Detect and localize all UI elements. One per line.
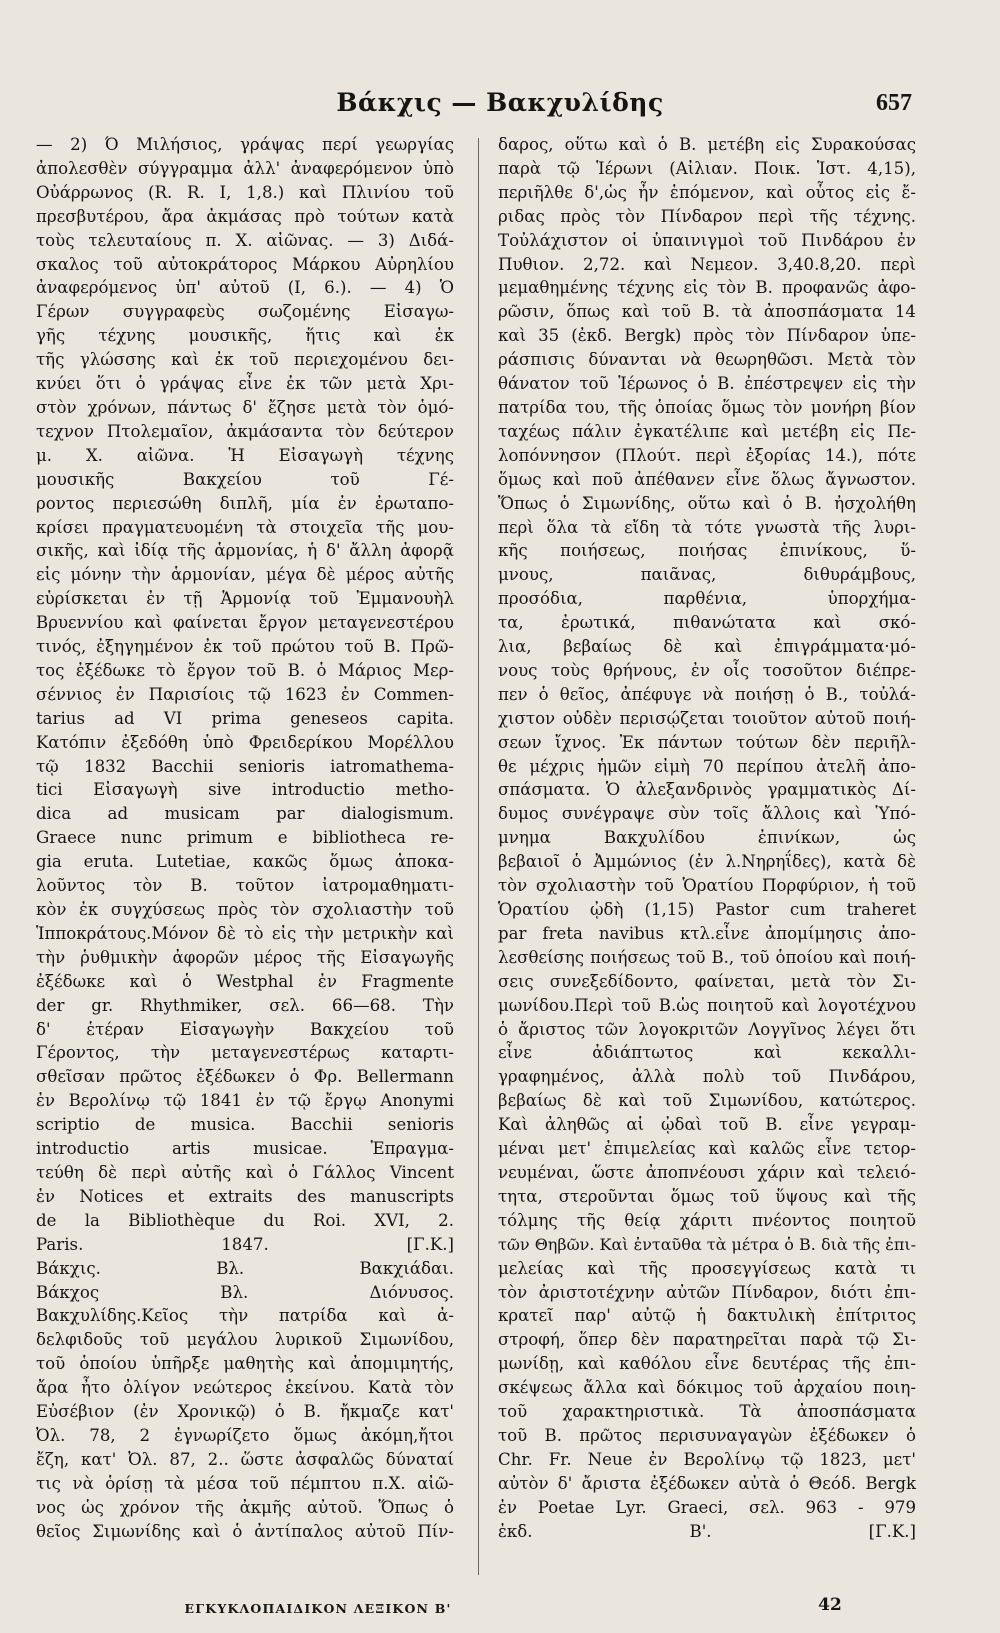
text-line: σθεῖσαν πρῶτος ἐξέδωκεν ὁ Φρ. Bellermann bbox=[36, 1067, 454, 1087]
text-line: ριδας πρὸς τὸν Πίνδαρον περὶ τῆς τέχνης. bbox=[498, 206, 916, 226]
text-line: νους τοὺς θρήνους, ἐν οἷς τοσοῦτον διέπρε- bbox=[498, 660, 916, 680]
text-line: ροντος περιεσώθη διπλῆ, μία ἐν ἐρωταπο- bbox=[36, 493, 454, 513]
text-line: ρῶσιν, ὅπως καὶ τοῦ Β. τὰ ἀποσπάσματα 14 bbox=[498, 302, 916, 322]
text-line: ταχέως πάλιν ἐγκατέλιπε καὶ μετέβη εἰς Πε- bbox=[498, 421, 916, 441]
text-line: εἶνε ἀδιάπτωτος καὶ κεκαλλι- bbox=[498, 1043, 916, 1063]
text-line: κρίσει πραγματευομένη τὰ στοιχεῖα τῆς μου- bbox=[36, 517, 454, 537]
text-line: μελείας καὶ τῆς προσεγγίσεως κατὰ τι bbox=[498, 1258, 916, 1278]
text-line: Οὐάρρωνος (R. R. I, 1,8.) καὶ Πλινίου τοῦ bbox=[36, 182, 454, 202]
text-line: Chr. Fr. Neue ἐν Βερολίνῳ τῷ 1823, μετ' bbox=[498, 1449, 916, 1469]
text-line: λια, βεβαίως δὲ καὶ ἐπιγράμματα·μό- bbox=[498, 637, 916, 657]
text-line: περὶ ὅλα τὰ εἴδη τὰ τότε γνωστὰ τῆς λυρι- bbox=[498, 517, 916, 537]
text-line: scriptio de musica. Bacchii senioris bbox=[36, 1115, 454, 1135]
text-line: τος ἐξέδωκε τὸ ἔργον τοῦ Β. ὁ Μάριος Μερ- bbox=[36, 660, 454, 680]
page-number: 657 bbox=[876, 90, 912, 116]
text-line: σκέψεως ἄλλα καὶ δόκιμος τοῦ ἀρχαίου ποιη- bbox=[498, 1378, 916, 1398]
text-line: γῆς τέχνης μουσικῆς, ἥτις καὶ ἐκ bbox=[36, 326, 454, 346]
text-line: μεμαθημένης τέχνης εἰς τὸν Β. προφανῶς ἀφο- bbox=[498, 278, 916, 298]
text-line: τὸν ἀριστοτέχνην αὐτῶν Πίνδαρον, διότι ἐπι- bbox=[498, 1282, 916, 1302]
text-line: κὸν ἐκ συγχύσεως πρὸς τὸν σχολιαστὴν τοῦ bbox=[36, 900, 454, 919]
text-line: δελφιδοῦς τοῦ μεγάλου λυρικοῦ Σιμωνίδου, bbox=[36, 1330, 454, 1350]
text-line: Τοὐλάχιστον οἱ ὑπαινιγμοὶ τοῦ Πινδάρου ἐν bbox=[498, 230, 916, 250]
text-line: σικῆς, καὶ ἰδίᾳ τῆς ἁρμονίας, ἡ δ' ἄλλη ἀφορᾷ bbox=[36, 541, 454, 561]
text-line: Βρυεννίου καὶ φαίνεται ἔργον μεταγενεστέρου bbox=[36, 613, 454, 633]
text-line: Κατόπιν ἐξεδόθη ὑπὸ Φρειδερίκου Μορέλλου bbox=[36, 732, 454, 752]
text-line: tici Εἰσαγωγὴ sive introductio metho- bbox=[36, 780, 454, 800]
text-line: τοῦ ὁποίου ὑπῆρξε μαθητὴς καὶ ἀπομιμητής, bbox=[36, 1354, 454, 1374]
text-line: ἀπολεσθὲν σύγγραμμα ἀλλ' ἀναφερόμενον ὑπὸ bbox=[36, 158, 454, 178]
text-line: Paris. 1847. [Γ.Κ.] bbox=[36, 1234, 454, 1254]
text-line: σπάσματα. Ὁ ἀλεξανδρινὸς γραμματικὸς Δί- bbox=[498, 780, 916, 800]
text-line: ὅμως καὶ ποῦ ἀπέθανεν εἶνε ὅλως ἄγνωστον. bbox=[498, 469, 916, 489]
text-line: σέννιος ἐν Παρισίοις τῷ 1623 ἐν Commen- bbox=[36, 684, 454, 704]
text-line: σκαλος τοῦ αὐτοκράτορος Μάρκου Αὐρηλίου bbox=[36, 254, 454, 274]
text-line: τῶν Θηβῶν. Καὶ ἐνταῦθα τὰ μέτρα ὁ Β. διὰ τῆς ἐπι- bbox=[498, 1234, 916, 1254]
text-line: πρεσβυτέρου, ἄρα ἀκμάσας πρὸ τούτων κατὰ bbox=[36, 206, 454, 226]
text-line: λοπόννησον (Πλούτ. περὶ ἐξορίας 14.), πότε bbox=[498, 445, 916, 465]
text-line: τόλμης τῆς θείᾳ χάριτι πνέοντος ποιητοῦ bbox=[498, 1210, 916, 1230]
column-divider bbox=[478, 138, 479, 1575]
text-line: βεβαιοῖ ὁ Ἀμμώνιος (ἐν λ.Νηρηΐδες), κατὰ δὲ bbox=[498, 852, 916, 872]
text-line: θεῖος Σιμωνίδης καὶ ὁ ἀντίπαλος αὐτοῦ Πίν- bbox=[36, 1521, 454, 1541]
text-line: δυμος συνέγραψε σὺν τοῖς ἄλλοις καὶ Ὑπό- bbox=[498, 804, 916, 824]
text-line: μέναι μετ' ἐπιμελείας καὶ καλῶς εἶνε τετορ- bbox=[498, 1139, 916, 1159]
text-line: τοὺς τελευταίους π. Χ. αἰῶνας. — 3) Διδά- bbox=[36, 230, 454, 250]
text-line: ἐν Notices et extraits des manuscripts bbox=[36, 1186, 454, 1206]
text-line: παρὰ τῷ Ἱέρωνι (Αἰλιαν. Ποικ. Ἱστ. 4,15), bbox=[498, 158, 916, 178]
text-line: κνύει ὅτι ὁ γράψας εἶνε ἐκ τῶν μετὰ Χρι- bbox=[36, 374, 454, 394]
text-line: τὸν σχολιαστὴν τοῦ Ὁρατίου Πορφύριον, ἡ τοῦ bbox=[498, 876, 916, 896]
text-line: δαρος, οὕτω καὶ ὁ Β. μετέβη εἰς Συρακούσας bbox=[498, 135, 916, 154]
text-line: μωνίδῃ, καὶ καθόλου εἶνε δευτέρας τῆς ἐπι- bbox=[498, 1354, 916, 1374]
text-line: ἐν Βερολίνῳ τῷ 1841 ἐν τῷ ἔργῳ Anonymi bbox=[36, 1091, 454, 1111]
text-line: ἔζη, κατ' Ὀλ. 87, 2.. ὥστε ἀσφαλῶς δύναταί bbox=[36, 1449, 454, 1469]
text-line: λεσθείσης ποιήσεως τοῦ Β., τοῦ ὁποίου καὶ ποιή- bbox=[498, 947, 916, 967]
text-line: Γέροντος, τὴν μεταγενεστέρως καταρτι- bbox=[36, 1043, 454, 1063]
text-line: Καὶ ἀληθῶς αἱ ᾠδαὶ τοῦ Β. εἶνε γεγραμ- bbox=[498, 1115, 916, 1135]
text-line: προσόδια, παρθένια, ὑπορχήμα- bbox=[498, 589, 916, 609]
text-line: νευμέναι, ὥστε ἀποπνέουσι χάριν καὶ τελειό- bbox=[498, 1162, 916, 1182]
text-line: πατρίδα του, τῆς ὁποίας ὅμως τὸν μονήρη βίον bbox=[498, 397, 916, 417]
text-line: καὶ 35 (ἐκδ. Bergk) πρὸς τὸν Πίνδαρον ὑπε- bbox=[498, 326, 916, 346]
text-line: par freta navibus κτλ.εἶνε ἀπομίμησις ἀπο- bbox=[498, 923, 916, 943]
text-line: Graece nunc primum e bibliotheca re- bbox=[36, 828, 454, 848]
text-line: Ὅπως ὁ Σιμωνίδης, οὕτω καὶ ὁ Β. ἠσχολήθη bbox=[498, 493, 916, 513]
text-line: gia eruta. Lutetiae, κακῶς ὅμως ἀποκα- bbox=[36, 852, 454, 872]
text-line: σεις συνεξεδίδοντο, φαίνεται, μετὰ τὸν Σι- bbox=[498, 971, 916, 991]
text-line: Ὁρατίου ᾠδὴ (1,15) Pastor cum traheret bbox=[498, 900, 916, 919]
text-line: μνους, παιᾶνας, διθυράμβους, bbox=[498, 565, 916, 585]
text-line: μ. Χ. αἰῶνα. Ἡ Εἰσαγωγὴ τέχνης bbox=[36, 445, 454, 465]
text-line: der gr. Rhythmiker, σελ. 66—68. Τὴν bbox=[36, 995, 454, 1015]
text-line: ράσπισις δύνανται νὰ θεωρηθῶσι. Μετὰ τὸν bbox=[498, 350, 916, 370]
text-line: Βάκχις. Βλ. Βακχιάδαι. bbox=[36, 1258, 454, 1278]
text-line: πεν ὁ θεῖος, ἀπέφυγε νὰ ποιήσῃ ὁ Β., τοὐλά- bbox=[498, 684, 916, 704]
text-line: ὁ ἄριστος τῶν λογοκριτῶν Λογγῖνος λέγει ὅτι bbox=[498, 1019, 916, 1039]
text-line: δ' ἑτέραν Εἰσαγωγὴν Βακχείου τοῦ bbox=[36, 1019, 454, 1039]
text-line: Βακχυλίδης.Κεῖος τὴν πατρίδα καὶ ἀ- bbox=[36, 1306, 454, 1326]
text-line: θε μέχρις ἡμῶν εἰμὴ 70 περίπου ἀτελῆ ἀπο- bbox=[498, 756, 916, 776]
text-line: ἐν Poetae Lyr. Graeci, σελ. 963 - 979 bbox=[498, 1497, 916, 1517]
text-line: μουσικῆς Βακχείου τοῦ Γέ- bbox=[36, 469, 454, 489]
text-line: νος ὡς χρόνον τῆς ἀκμῆς αὐτοῦ. Ὅπως ὁ bbox=[36, 1497, 454, 1517]
text-line: εἰς μόνην τὴν ἁρμονίαν, μέγα δὲ μέρος αὐτῆς bbox=[36, 565, 454, 585]
left-column bbox=[36, 133, 454, 1543]
text-line: — 2) Ό Μιλήσιος, γράψας περί γεωργίας bbox=[36, 135, 454, 154]
text-line: μωνίδου.Περὶ τοῦ Β.ὡς ποιητοῦ καὶ λογοτέχνου bbox=[498, 995, 916, 1015]
text-line: ἀναφερόμενος ὑπ' αὐτοῦ (I, 6.). — 4) Ὁ bbox=[36, 278, 454, 298]
text-line: Πυθιον. 2,72. καὶ Νεμεον. 3,40.8,20. περὶ bbox=[498, 254, 916, 274]
text-line: στὸν χρόνων, πάντως δ' ἔζησε μετὰ τὸν ὁμό- bbox=[36, 397, 454, 417]
text-line: τῆς γλώσσης καὶ ἐκ τοῦ περιεχομένου δει- bbox=[36, 350, 454, 370]
text-line: περιῆλθε δ',ὡς ἦν ἑπόμενον, καὶ οὗτος εἰς ἔ- bbox=[498, 182, 916, 202]
text-line: χιστον οὐδὲν περισῴζεται τοιοῦτον αὐτοῦ ποιή- bbox=[498, 708, 916, 728]
text-line: γραφημένος, ἀλλὰ πολὺ τοῦ Πινδάρου, bbox=[498, 1067, 916, 1087]
text-line: θάνατον τοῦ Ἱέρωνος ὁ Β. ἐπέστρεψεν εἰς τὴν bbox=[498, 374, 916, 394]
text-line: τινός, ἐξηγημένον ἐκ τοῦ πρώτου τοῦ Β. Πρῶ- bbox=[36, 637, 454, 657]
text-line: Γέρων συγγραφεὺς σωζομένης Εἰσαγω- bbox=[36, 302, 454, 322]
text-line: τεχνον Πτολεμαῖον, ἀκμάσαντα τὸν δεύτερον bbox=[36, 421, 454, 441]
text-line: introductio artis musicae. Ἐπραγμα- bbox=[36, 1139, 454, 1159]
text-line: κῆς ποιήσεως, ποιήσας ἐπινίκους, ὕ- bbox=[498, 541, 916, 561]
text-line: τὴν ῥυθμικὴν ἀφορῶν μέρος τῆς Εἰσαγωγῆς bbox=[36, 947, 454, 967]
text-line: εὑρίσκεται ἐν τῇ Ἁρμονίᾳ τοῦ Ἐμμανουὴλ bbox=[36, 589, 454, 609]
running-title: Βάκχις — Βακχυλίδης bbox=[336, 88, 664, 117]
text-line: τα, ἐρωτικά, πιθανώτατα καὶ σκό- bbox=[498, 613, 916, 633]
text-line: Εὐσέβιον (ἐν Χρονικῷ) ὁ Β. ἤκμαζε κατ' bbox=[36, 1402, 454, 1422]
text-line: τητα, στεροῦνται ὅμως τοῦ ὕψους καὶ τῆς bbox=[498, 1186, 916, 1206]
text-line: τις νὰ ὁρίσῃ τὰ μέσα τοῦ πέμπτου π.Χ. αἰῶ- bbox=[36, 1473, 454, 1493]
right-column bbox=[498, 133, 916, 1543]
text-line: αὐτὸν δ' ἄριστα ἐξέδωκεν αὐτὰ ὁ Θεόδ. Bergk bbox=[498, 1473, 916, 1493]
text-line: τοῦ Β. πρῶτος περισυναγαγὼν ἐξέδωκεν ὁ bbox=[498, 1425, 916, 1445]
text-line: μνημα Βακχυλίδου ἐπινίκων, ὡς bbox=[498, 828, 916, 848]
footer-title: ΕΓΚΥΚΛΟΠΑΙΔΙΚΟΝ ΛΕΞΙΚΟΝ Β' bbox=[184, 1601, 452, 1616]
text-line: κρατεῖ παρ' αὐτῷ ἡ δακτυλικὴ ἐπίτριτος bbox=[498, 1306, 916, 1326]
text-line: ἐξέδωκε καὶ ὁ Westphal ἐν Fragmente bbox=[36, 971, 454, 991]
text-line: σεων ἴχνος. Ἐκ πάντων τούτων δὲν περιῆλ- bbox=[498, 732, 916, 752]
page-header bbox=[0, 88, 1000, 128]
text-line: tarius ad VI prima geneseos capita. bbox=[36, 708, 454, 728]
text-line: στροφή, ὅπερ δὲν παρατηρεῖται παρὰ τῷ Σι- bbox=[498, 1330, 916, 1350]
text-line: λοῦντος τὸν Β. τοῦτον ἰατρομαθηματι- bbox=[36, 876, 454, 896]
text-line: de la Bibliothèque du Roi. XVI, 2. bbox=[36, 1210, 454, 1230]
text-line: dica ad musicam par dialogismum. bbox=[36, 804, 454, 824]
text-line: τεύθη δὲ περὶ αὐτῆς καὶ ὁ Γάλλος Vincent bbox=[36, 1162, 454, 1182]
text-line: Ὀλ. 78, 2 ἐγνωρίζετο ὅμως ἀκόμη,ἤτοι bbox=[36, 1425, 454, 1445]
text-line: τοῦ χαρακτηριστικὰ. Τὰ ἀποσπάσματα bbox=[498, 1402, 916, 1422]
signature-mark: 42 bbox=[818, 1595, 842, 1615]
text-line: βεβαίως δὲ καὶ τοῦ Σιμωνίδου, κατώτερος. bbox=[498, 1091, 916, 1111]
text-line: Βάκχος Βλ. Διόνυσος. bbox=[36, 1282, 454, 1302]
text-line: τῷ 1832 Bacchii senioris iatromathema- bbox=[36, 756, 454, 776]
text-line: Ἱπποκράτους.Μόνον δὲ τὸ εἰς τὴν μετρικὴν καὶ bbox=[36, 923, 454, 943]
text-line: ἄρα ἦτο ὀλίγον νεώτερος ἐκείνου. Κατὰ τὸν bbox=[36, 1378, 454, 1398]
text-line: ἐκδ. Β'. [Γ.Κ.] bbox=[498, 1521, 916, 1541]
